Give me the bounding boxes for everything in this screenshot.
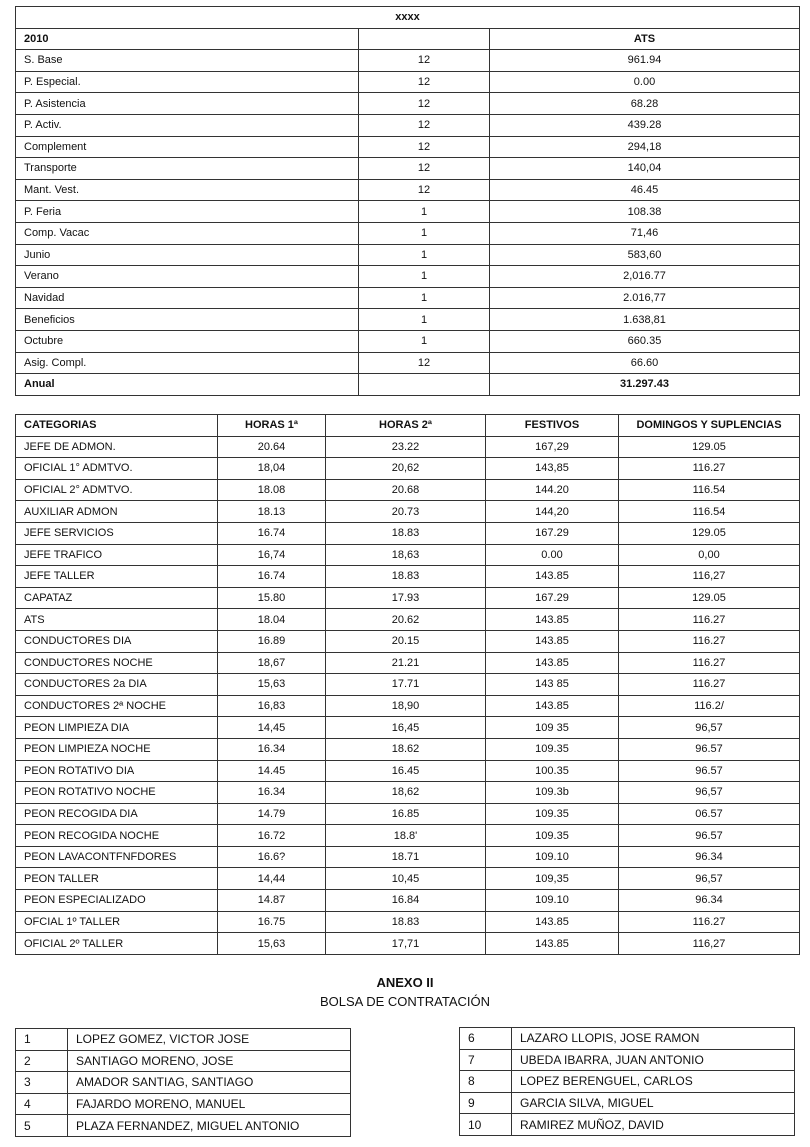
hours-category: AUXILIAR ADMON xyxy=(16,501,218,523)
hours-first: 16.89 xyxy=(218,630,326,652)
salary-row xyxy=(16,158,800,180)
hours-category: PEON LIMPIEZA DIA xyxy=(16,717,218,739)
hiring-number: 9 xyxy=(460,1092,512,1114)
hours-table xyxy=(15,414,800,955)
hours-sundays: 116.27 xyxy=(619,652,800,674)
hours-sundays: 116.54 xyxy=(619,479,800,501)
hours-sundays: 116,27 xyxy=(619,933,800,955)
hours-second: 16.45 xyxy=(326,760,486,782)
hours-first: 16.74 xyxy=(218,566,326,588)
hours-category: OFICIAL 2° ADMTVO. xyxy=(16,479,218,501)
hours-first: 16.72 xyxy=(218,825,326,847)
hours-category: PEON LAVACONTFNFDORES xyxy=(16,846,218,868)
hours-sundays: 116.27 xyxy=(619,674,800,696)
hiring-number: 3 xyxy=(16,1072,68,1094)
salary-count: 12 xyxy=(359,352,490,374)
hours-second: 17,71 xyxy=(326,933,486,955)
hours-second: 18.62 xyxy=(326,738,486,760)
hours-first: 14,45 xyxy=(218,717,326,739)
hours-category: CONDUCTORES 2a DIA xyxy=(16,674,218,696)
hours-sundays: 96.57 xyxy=(619,738,800,760)
hours-holidays: 143,85 xyxy=(486,458,619,480)
salary-concept: Comp. Vacac xyxy=(16,222,359,244)
hiring-list-row xyxy=(460,1114,795,1136)
hiring-list-left xyxy=(15,1028,351,1137)
annex-title: ANEXO II xyxy=(376,975,434,990)
hiring-list-row xyxy=(16,1093,351,1115)
salary-amount: 439.28 xyxy=(490,114,800,136)
hiring-name: RAMIREZ MUÑOZ, DAVID xyxy=(512,1114,795,1136)
hours-first: 16.75 xyxy=(218,911,326,933)
salary-amount: 1.638,81 xyxy=(490,309,800,331)
salary-concept: Complement xyxy=(16,136,359,158)
hours-holidays: 143.85 xyxy=(486,695,619,717)
salary-amount: 660.35 xyxy=(490,330,800,352)
hours-first: 18.04 xyxy=(218,609,326,631)
hours-holidays: 143.85 xyxy=(486,609,619,631)
hiring-list-row xyxy=(460,1092,795,1114)
hours-row xyxy=(16,868,800,890)
hours-second: 20.68 xyxy=(326,479,486,501)
salary-amount: 68.28 xyxy=(490,93,800,115)
hours-sundays: 116.54 xyxy=(619,501,800,523)
hours-first: 20.64 xyxy=(218,436,326,458)
hours-sundays: 116.27 xyxy=(619,911,800,933)
hours-second: 20.73 xyxy=(326,501,486,523)
hours-second: 18,90 xyxy=(326,695,486,717)
hours-header-category: CATEGORIAS xyxy=(16,415,218,437)
salary-concept: Asig. Compl. xyxy=(16,352,359,374)
hours-second: 20,62 xyxy=(326,458,486,480)
hours-first: 14.87 xyxy=(218,890,326,912)
hours-first: 14.45 xyxy=(218,760,326,782)
salary-count: 12 xyxy=(359,93,490,115)
hours-category: PEON TALLER xyxy=(16,868,218,890)
hours-category: ATS xyxy=(16,609,218,631)
hours-second: 18,62 xyxy=(326,782,486,804)
salary-concept: Octubre xyxy=(16,330,359,352)
hours-second: 18.71 xyxy=(326,846,486,868)
salary-amount: 294,18 xyxy=(490,136,800,158)
hours-second: 23.22 xyxy=(326,436,486,458)
hiring-list-row xyxy=(16,1115,351,1137)
hours-row xyxy=(16,522,800,544)
salary-table-body xyxy=(16,50,800,374)
hours-category: PEON ROTATIVO NOCHE xyxy=(16,782,218,804)
hiring-list-row xyxy=(460,1028,795,1050)
hours-row xyxy=(16,738,800,760)
hours-first: 14.79 xyxy=(218,803,326,825)
salary-amount: 961.94 xyxy=(490,50,800,72)
hiring-name: GARCIA SILVA, MIGUEL xyxy=(512,1092,795,1114)
hours-sundays: 129.05 xyxy=(619,522,800,544)
salary-count: 12 xyxy=(359,179,490,201)
hiring-list-row xyxy=(460,1071,795,1093)
hours-table-header-row xyxy=(16,415,800,437)
hours-row xyxy=(16,587,800,609)
hours-row xyxy=(16,544,800,566)
hours-header-holidays: FESTIVOS xyxy=(486,415,619,437)
hours-header-second: HORAS 2ª xyxy=(326,415,486,437)
hiring-name: LOPEZ GOMEZ, VICTOR JOSE xyxy=(68,1029,351,1051)
hours-row xyxy=(16,501,800,523)
hiring-name: PLAZA FERNANDEZ, MIGUEL ANTONIO xyxy=(68,1115,351,1137)
hours-holidays: 143 85 xyxy=(486,674,619,696)
salary-table-title: xxxx xyxy=(16,7,800,29)
hiring-name: SANTIAGO MORENO, JOSE xyxy=(68,1050,351,1072)
hours-holidays: 144,20 xyxy=(486,501,619,523)
hours-holidays: 143.85 xyxy=(486,630,619,652)
hiring-name: FAJARDO MORENO, MANUEL xyxy=(68,1093,351,1115)
hours-second: 10,45 xyxy=(326,868,486,890)
hiring-name: AMADOR SANTIAG, SANTIAGO xyxy=(68,1072,351,1094)
hours-holidays: 109.35 xyxy=(486,825,619,847)
hours-sundays: 0,00 xyxy=(619,544,800,566)
salary-row xyxy=(16,71,800,93)
salary-count: 1 xyxy=(359,287,490,309)
salary-row xyxy=(16,330,800,352)
hiring-number: 10 xyxy=(460,1114,512,1136)
salary-count: 1 xyxy=(359,309,490,331)
salary-concept: Transporte xyxy=(16,158,359,180)
hours-row xyxy=(16,609,800,631)
hours-first: 16,83 xyxy=(218,695,326,717)
hours-category: OFCIAL 1º TALLER xyxy=(16,911,218,933)
hours-category: JEFE SERVICIOS xyxy=(16,522,218,544)
hours-row xyxy=(16,911,800,933)
hours-holidays: 109.10 xyxy=(486,846,619,868)
salary-total-label: Anual xyxy=(16,374,359,396)
hours-category: CONDUCTORES DIA xyxy=(16,630,218,652)
hours-sundays: 129.05 xyxy=(619,436,800,458)
hours-row xyxy=(16,674,800,696)
salary-amount: 46.45 xyxy=(490,179,800,201)
hours-holidays: 144.20 xyxy=(486,479,619,501)
hours-second: 18.83 xyxy=(326,566,486,588)
hours-row xyxy=(16,846,800,868)
salary-count: 1 xyxy=(359,330,490,352)
hours-first: 16.34 xyxy=(218,738,326,760)
hours-sundays: 96.34 xyxy=(619,890,800,912)
hours-holidays: 109 35 xyxy=(486,717,619,739)
salary-table xyxy=(15,6,800,396)
hiring-number: 6 xyxy=(460,1028,512,1050)
hours-category: CAPATAZ xyxy=(16,587,218,609)
salary-concept: P. Especial. xyxy=(16,71,359,93)
hours-holidays: 143.85 xyxy=(486,911,619,933)
hours-sundays: 96,57 xyxy=(619,782,800,804)
hours-sundays: 96.34 xyxy=(619,846,800,868)
hours-second: 16.84 xyxy=(326,890,486,912)
hours-sundays: 116.27 xyxy=(619,458,800,480)
salary-header-count xyxy=(359,28,490,50)
hiring-number: 8 xyxy=(460,1071,512,1093)
hours-row xyxy=(16,782,800,804)
salary-amount: 0.00 xyxy=(490,71,800,93)
salary-row xyxy=(16,201,800,223)
hours-sundays: 96,57 xyxy=(619,868,800,890)
hours-second: 16,45 xyxy=(326,717,486,739)
hours-first: 16.74 xyxy=(218,522,326,544)
salary-concept: Mant. Vest. xyxy=(16,179,359,201)
salary-row xyxy=(16,266,800,288)
hours-row xyxy=(16,652,800,674)
hiring-number: 2 xyxy=(16,1050,68,1072)
hours-row xyxy=(16,760,800,782)
hours-category: PEON ROTATIVO DIA xyxy=(16,760,218,782)
hours-sundays: 116.2/ xyxy=(619,695,800,717)
salary-row xyxy=(16,179,800,201)
hours-second: 17.71 xyxy=(326,674,486,696)
hours-row xyxy=(16,803,800,825)
hours-second: 18.83 xyxy=(326,522,486,544)
salary-header-ats: ATS xyxy=(490,28,800,50)
hours-holidays: 100.35 xyxy=(486,760,619,782)
salary-row xyxy=(16,309,800,331)
hours-first: 15,63 xyxy=(218,674,326,696)
hours-row xyxy=(16,566,800,588)
hours-holidays: 143.85 xyxy=(486,566,619,588)
salary-row xyxy=(16,136,800,158)
salary-header-year: 2010 xyxy=(16,28,359,50)
hours-holidays: 167.29 xyxy=(486,587,619,609)
hours-row xyxy=(16,825,800,847)
hours-category: JEFE DE ADMON. xyxy=(16,436,218,458)
hiring-list-right xyxy=(459,1027,795,1136)
hours-second: 17.93 xyxy=(326,587,486,609)
hours-holidays: 143.85 xyxy=(486,652,619,674)
hours-sundays: 116.27 xyxy=(619,609,800,631)
hours-holidays: 109.10 xyxy=(486,890,619,912)
salary-count: 1 xyxy=(359,201,490,223)
hours-first: 18,67 xyxy=(218,652,326,674)
salary-count: 1 xyxy=(359,266,490,288)
hours-category: JEFE TALLER xyxy=(16,566,218,588)
salary-count: 12 xyxy=(359,114,490,136)
hours-row xyxy=(16,436,800,458)
salary-concept: Verano xyxy=(16,266,359,288)
hours-sundays: 96.57 xyxy=(619,825,800,847)
hours-category: PEON ESPECIALIZADO xyxy=(16,890,218,912)
salary-table-header-row xyxy=(16,28,800,50)
salary-total-row xyxy=(16,374,800,396)
hours-first: 16.34 xyxy=(218,782,326,804)
hours-row xyxy=(16,933,800,955)
salary-row xyxy=(16,287,800,309)
hiring-list-row xyxy=(16,1072,351,1094)
hours-first: 18,04 xyxy=(218,458,326,480)
hours-holidays: 109,35 xyxy=(486,868,619,890)
hours-second: 16.85 xyxy=(326,803,486,825)
hours-sundays: 116.27 xyxy=(619,630,800,652)
salary-row xyxy=(16,222,800,244)
hours-holidays: 143.85 xyxy=(486,933,619,955)
salary-row xyxy=(16,244,800,266)
salary-concept: P. Activ. xyxy=(16,114,359,136)
salary-amount: 2,016.77 xyxy=(490,266,800,288)
salary-table-title-row xyxy=(16,7,800,29)
hours-first: 16,74 xyxy=(218,544,326,566)
salary-row xyxy=(16,114,800,136)
salary-concept: S. Base xyxy=(16,50,359,72)
hours-second: 18.83 xyxy=(326,911,486,933)
salary-count: 1 xyxy=(359,222,490,244)
hiring-number: 5 xyxy=(16,1115,68,1137)
hours-sundays: 96,57 xyxy=(619,717,800,739)
hours-category: CONDUCTORES NOCHE xyxy=(16,652,218,674)
hours-category: CONDUCTORES 2ª NOCHE xyxy=(16,695,218,717)
hiring-number: 4 xyxy=(16,1093,68,1115)
annex-subtitle: BOLSA DE CONTRATACIÓN xyxy=(320,994,490,1009)
salary-count: 12 xyxy=(359,158,490,180)
hours-sundays: 129.05 xyxy=(619,587,800,609)
hiring-list-row xyxy=(16,1029,351,1051)
hours-table-body xyxy=(16,436,800,954)
hours-row xyxy=(16,717,800,739)
hiring-list-row xyxy=(460,1049,795,1071)
hours-first: 18.08 xyxy=(218,479,326,501)
hours-header-first: HORAS 1ª xyxy=(218,415,326,437)
hiring-number: 7 xyxy=(460,1049,512,1071)
salary-concept: P. Feria xyxy=(16,201,359,223)
salary-count: 12 xyxy=(359,136,490,158)
salary-count: 1 xyxy=(359,244,490,266)
hours-first: 18.13 xyxy=(218,501,326,523)
hours-category: OFICIAL 1° ADMTVO. xyxy=(16,458,218,480)
hours-first: 15,63 xyxy=(218,933,326,955)
hours-sundays: 116,27 xyxy=(619,566,800,588)
salary-total-count xyxy=(359,374,490,396)
hours-header-sundays: DOMINGOS Y SUPLENCIAS xyxy=(619,415,800,437)
salary-concept: Navidad xyxy=(16,287,359,309)
hours-category: JEFE TRAFICO xyxy=(16,544,218,566)
hours-holidays: 109.3b xyxy=(486,782,619,804)
salary-concept: Junio xyxy=(16,244,359,266)
hiring-name: UBEDA IBARRA, JUAN ANTONIO xyxy=(512,1049,795,1071)
hours-first: 15.80 xyxy=(218,587,326,609)
salary-amount: 66.60 xyxy=(490,352,800,374)
hiring-number: 1 xyxy=(16,1029,68,1051)
hours-first: 16.6? xyxy=(218,846,326,868)
hours-holidays: 167,29 xyxy=(486,436,619,458)
hours-first: 14,44 xyxy=(218,868,326,890)
hours-row xyxy=(16,695,800,717)
salary-total-value: 31.297.43 xyxy=(490,374,800,396)
salary-amount: 108.38 xyxy=(490,201,800,223)
salary-amount: 71,46 xyxy=(490,222,800,244)
hours-holidays: 167.29 xyxy=(486,522,619,544)
hours-row xyxy=(16,479,800,501)
hours-holidays: 0.00 xyxy=(486,544,619,566)
salary-row xyxy=(16,352,800,374)
salary-amount: 140,04 xyxy=(490,158,800,180)
hours-second: 21.21 xyxy=(326,652,486,674)
salary-row xyxy=(16,93,800,115)
hiring-name: LAZARO LLOPIS, JOSE RAMON xyxy=(512,1028,795,1050)
salary-concept: Beneficios xyxy=(16,309,359,331)
salary-concept: P. Asistencia xyxy=(16,93,359,115)
hours-row xyxy=(16,630,800,652)
hours-second: 18,63 xyxy=(326,544,486,566)
salary-count: 12 xyxy=(359,71,490,93)
hours-row xyxy=(16,890,800,912)
hiring-name: LOPEZ BERENGUEL, CARLOS xyxy=(512,1071,795,1093)
hours-category: PEON RECOGIDA DIA xyxy=(16,803,218,825)
hours-category: PEON LIMPIEZA NOCHE xyxy=(16,738,218,760)
hours-category: OFICIAL 2º TALLER xyxy=(16,933,218,955)
hours-sundays: 06.57 xyxy=(619,803,800,825)
hours-second: 18.8' xyxy=(326,825,486,847)
salary-amount: 2.016,77 xyxy=(490,287,800,309)
hours-holidays: 109.35 xyxy=(486,803,619,825)
salary-count: 12 xyxy=(359,50,490,72)
hiring-list-row xyxy=(16,1050,351,1072)
hours-row xyxy=(16,458,800,480)
hours-sundays: 96.57 xyxy=(619,760,800,782)
salary-row xyxy=(16,50,800,72)
salary-amount: 583,60 xyxy=(490,244,800,266)
hours-second: 20.15 xyxy=(326,630,486,652)
hours-second: 20.62 xyxy=(326,609,486,631)
hours-category: PEON RECOGIDA NOCHE xyxy=(16,825,218,847)
hours-holidays: 109.35 xyxy=(486,738,619,760)
